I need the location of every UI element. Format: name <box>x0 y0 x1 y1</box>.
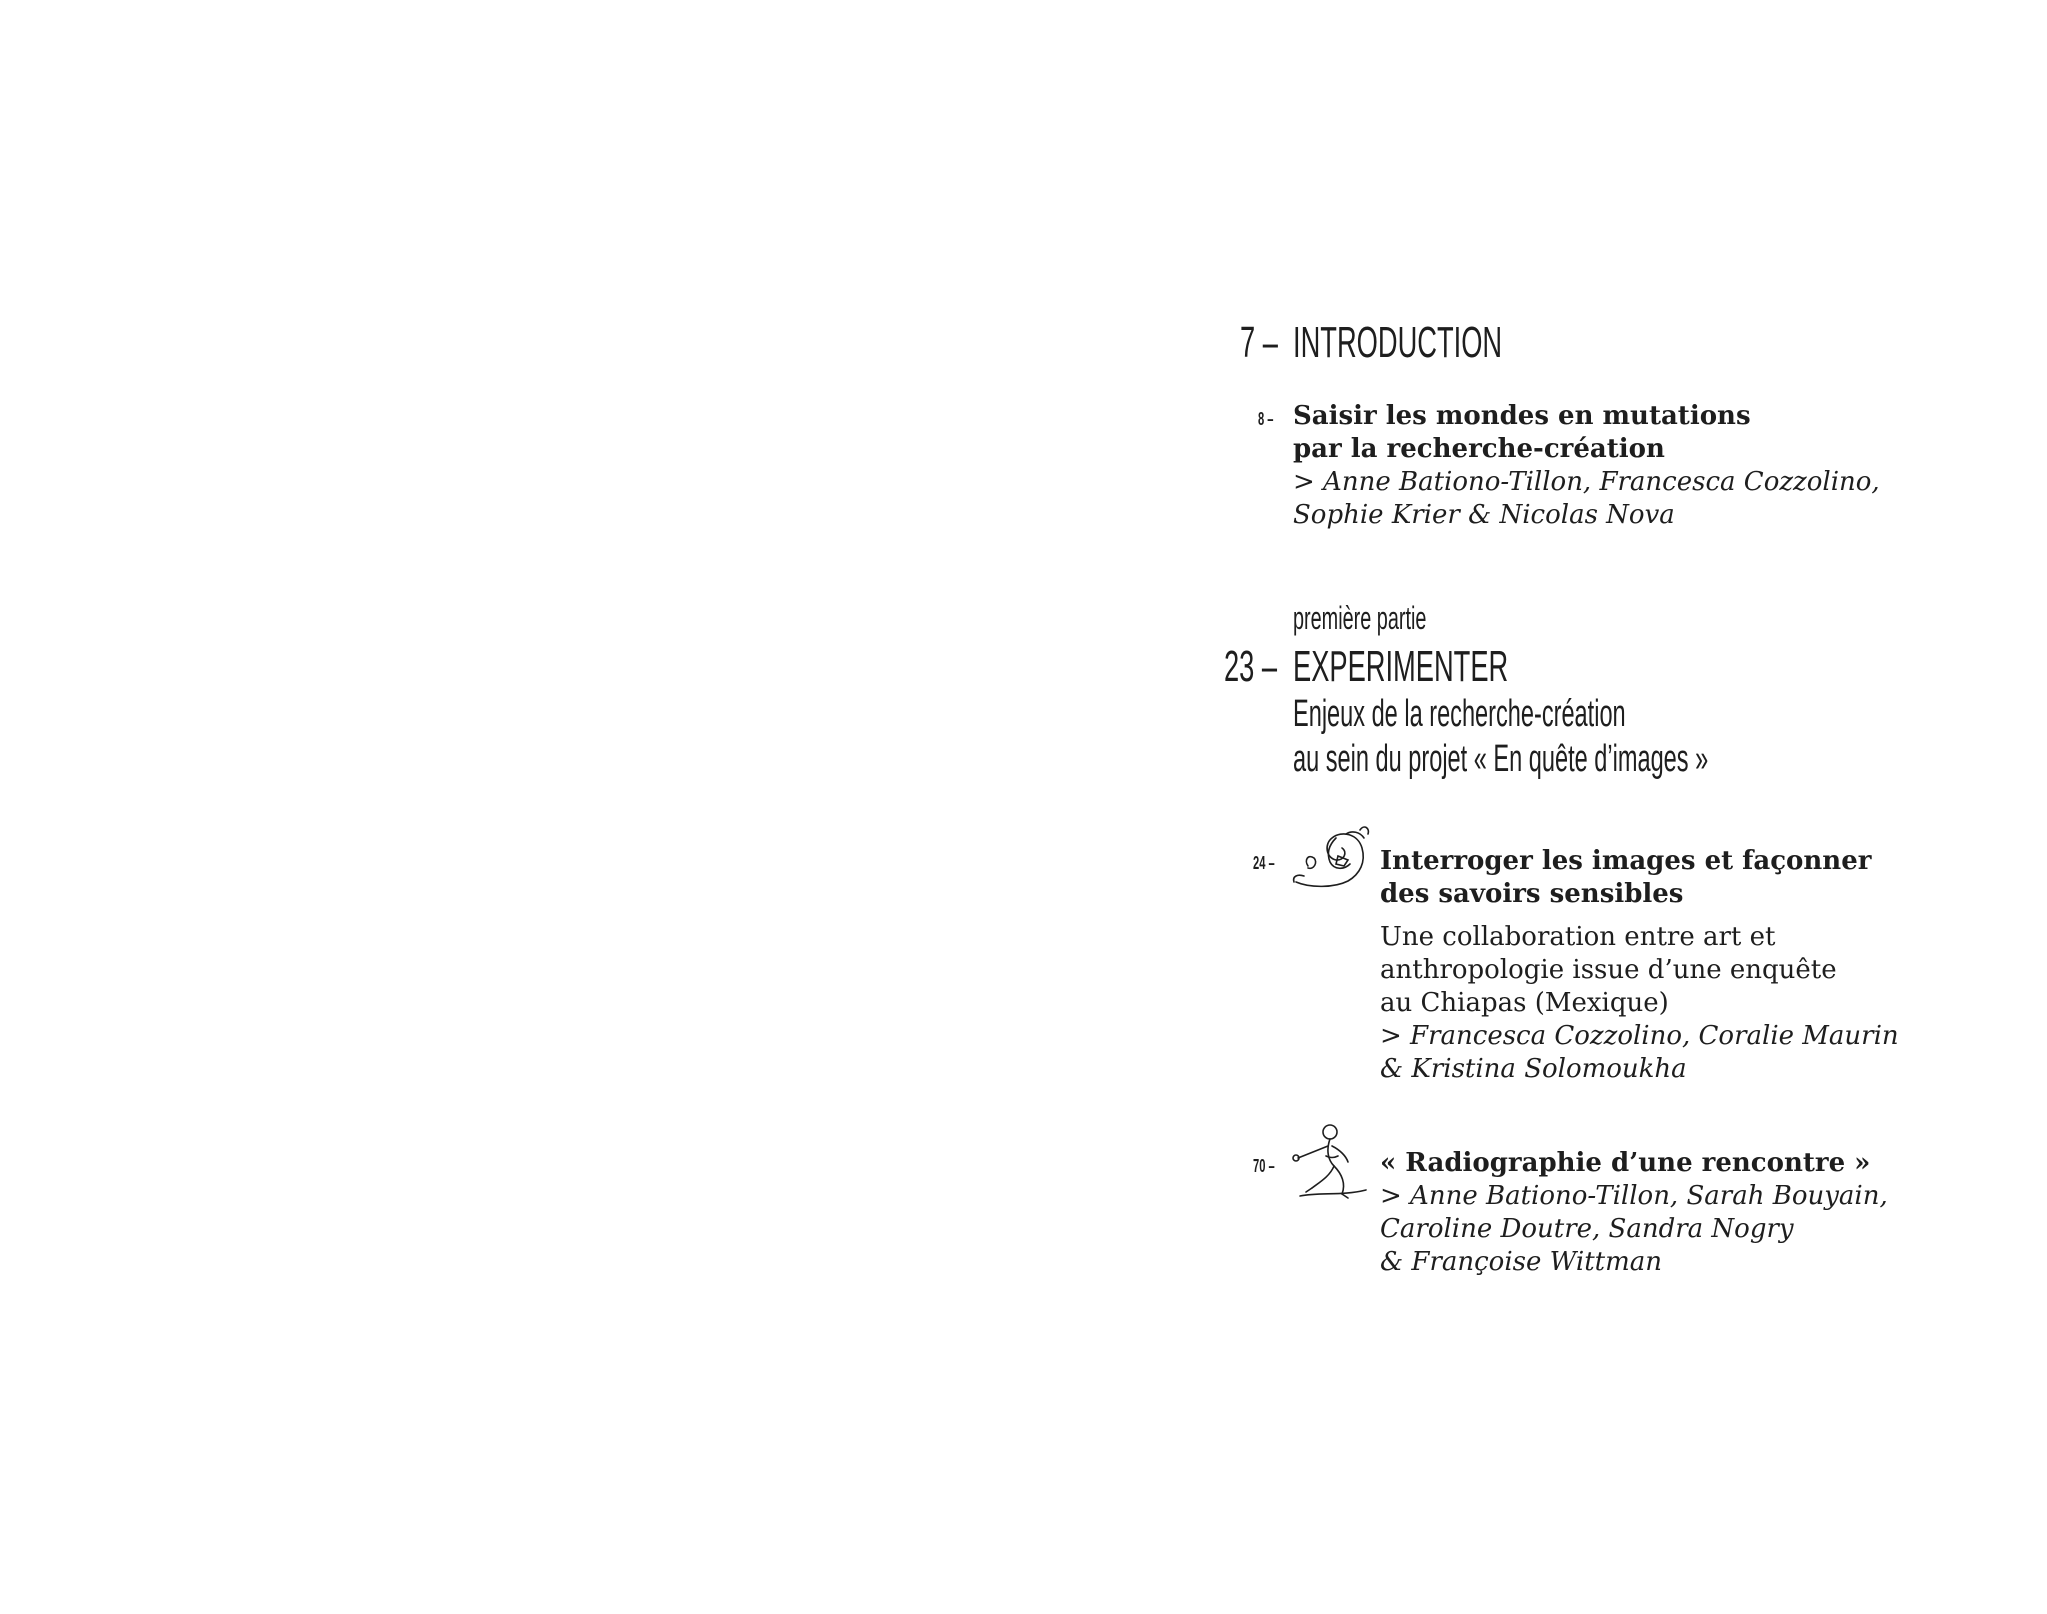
article-24-title-line2: des savoirs sensibles <box>1380 879 1684 909</box>
intro-article-authors-line2: Sophie Krier & Nicolas Nova <box>1293 500 1675 530</box>
article-70-title-line1: « Radiographie d’une rencontre » <box>1380 1148 1871 1178</box>
intro-article-title-line2: par la recherche-création <box>1293 434 1665 464</box>
article-24-desc-line2: anthropologie issue d’une enquête <box>1380 955 1837 985</box>
article-24-page-number-text: 24 – <box>1253 853 1275 873</box>
part-kicker-text: première partie <box>1293 600 1427 636</box>
intro-article-entry <box>1293 400 1880 532</box>
article-70-authors-line2: Caroline Doutre, Sandra Nogry <box>1380 1214 1794 1244</box>
article-70-authors-line3: & Françoise Wittman <box>1380 1247 1663 1277</box>
article-24-title-line1: Interroger les images et façonner <box>1380 846 1872 876</box>
intro-page-number <box>1240 318 1301 368</box>
article-70-page-number <box>1253 1156 1288 1177</box>
intro-article-page-number-text: 8 – <box>1258 409 1274 429</box>
intro-article-page-number <box>1258 409 1283 430</box>
article-24-authors-line2: & Kristina Solomoukha <box>1380 1054 1687 1084</box>
part-kicker <box>1293 600 1508 637</box>
part-page-number-text: 23 – <box>1224 642 1278 691</box>
article-24-desc-line1: Une collaboration entre art et <box>1380 922 1776 952</box>
article-70-entry <box>1380 1147 1888 1279</box>
acrobat-figure-illustration-icon <box>1290 1122 1374 1208</box>
part-subtitle <box>1293 692 1963 782</box>
article-24-page-number <box>1253 853 1288 874</box>
intro-heading-text: INTRODUCTION <box>1293 318 1503 367</box>
article-70-page-number-text: 70 – <box>1253 1156 1275 1176</box>
intro-article-authors-line1: > Anne Bationo-Tillon, Francesca Cozzolino, <box>1293 467 1880 497</box>
part-title <box>1293 642 1640 692</box>
intro-heading <box>1293 318 1630 368</box>
intro-page-number-text: 7 – <box>1240 318 1278 367</box>
part-title-text: EXPERIMENTER <box>1293 642 1509 691</box>
part-subtitle-line1: Enjeux de la recherche-création <box>1293 693 1626 735</box>
article-70-authors-line1: > Anne Bationo-Tillon, Sarah Bouyain, <box>1380 1181 1888 1211</box>
article-24-entry <box>1380 845 1899 1086</box>
intro-article-title-line1: Saisir les mondes en mutations <box>1293 401 1751 431</box>
part-subtitle-line2: au sein du projet « En quête d’images » <box>1293 738 1709 780</box>
article-24-desc-line3: au Chiapas (Mexique) <box>1380 988 1669 1018</box>
snail-illustration-icon <box>1290 826 1374 896</box>
article-24-authors-line1: > Francesca Cozzolino, Coralie Maurin <box>1380 1021 1899 1051</box>
